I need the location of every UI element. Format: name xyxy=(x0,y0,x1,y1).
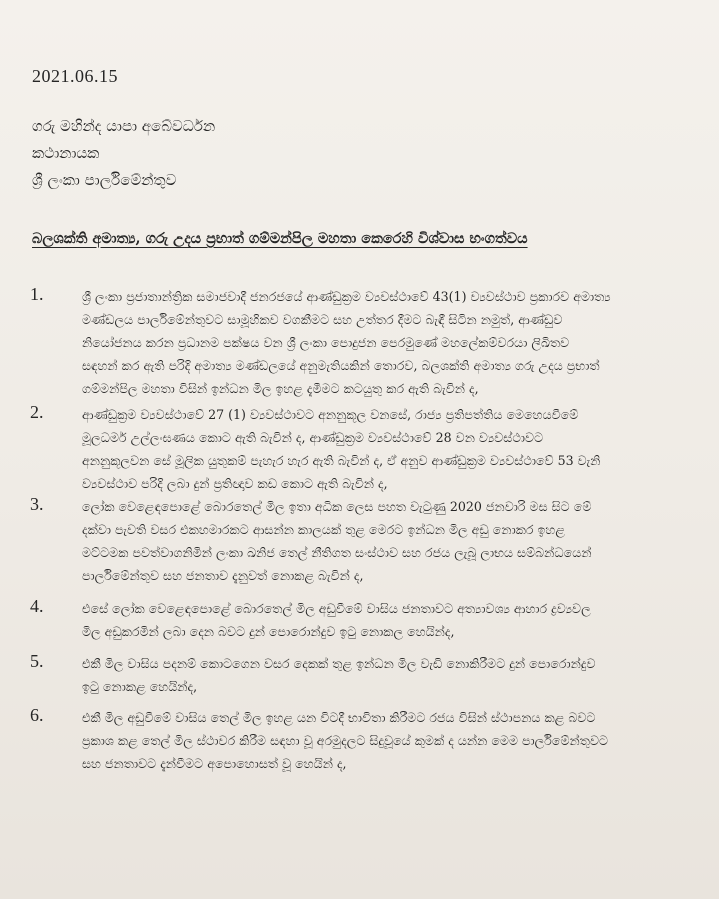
item-text-line: ව්‍යවස්ථාව පරිදි ලබා දුන් ප්‍රතිඥාව කඩ කොට ඇති බැවින් ද, xyxy=(82,476,388,491)
item-text-line: පාර්ලිමේන්තුව සහ ජනතාව දැනුවත් නොකළ බැවින් ද, xyxy=(82,568,364,583)
item-text-line: දක්වා පැවති වසර එකහමාරකට ආසන්න කාලයක් තුළ මෙරට ඉන්ධන මිල අඩු නොකර ඉහළ xyxy=(82,522,565,537)
item-text xyxy=(82,495,690,587)
recipient-title: කථානායක xyxy=(32,144,100,162)
item-number: 1. xyxy=(30,284,44,304)
item-text-line: මණ්ඩලය පාර්ලිමේන්තුවට සාමූහිකව වගකීමට සහ උත්තර දීමට බැඳී සිටින නමුත්, ආණ්ඩුව xyxy=(82,312,563,327)
item-text-line: මට්ටමක පවත්වාගනිමින් ලංකා ඛනිජ තෙල් නීතිගත සංස්ථාව සහ රජය ලැබූ ලාභය සම්බන්ධයෙන් xyxy=(82,545,592,560)
item-text-line: ප්‍රකාශ කළ තෙල් මිල ස්ථාවර කිරීම සඳහා වූ අරමුදලට සිදුවූයේ කුමක් ද යන්න මෙම පාර්ලිමේන්තුවට xyxy=(82,733,609,748)
item-text-line: ආණ්ඩුක්‍රම ව්‍යවස්ථාවේ 27 (1) ව්‍යවස්ථාවට අනනුකූල වනසේ, රාජ්‍ය ප්‍රතිපත්තිය මෙහෙයවීමේ xyxy=(82,407,579,422)
recipient-institution: ශ්‍රී ලංකා පාර්ලිමේන්තුව xyxy=(32,171,177,189)
item-text-line: මිල අඩුකරමින් ලබා දෙන බවට දුන් පොරොන්දුව ඉටු නොකල හෙයින්ද, xyxy=(82,624,455,639)
item-number: 5. xyxy=(30,651,44,671)
item-text xyxy=(82,652,690,698)
item-text-line: එසේ ලෝක වෙළෙඳපොළේ බොරතෙල් මිල අඩුවීමේ වාසිය ජනතාවට අත්‍යාවශ්‍ය ආහාර ද්‍රව්‍යවල xyxy=(82,601,591,616)
item-text-line: මූලධර්ම උල්ලංඝණය කොට ඇති බැවින් ද, ආණ්ඩුක්‍රම ව්‍යවස්ථාවේ 28 වන ව්‍යවස්ථාවට xyxy=(82,430,544,445)
item-number: 2. xyxy=(30,402,44,422)
letter-date: 2021.06.15 xyxy=(32,66,118,86)
item-text-line: ශ්‍රී ලංකා ප්‍රජාතාන්ත්‍රික සමාජවාදී ජනරජයේ ආණ්ඩුක්‍රම ව්‍යවස්ථාවේ 43(1) ව්‍යවස්ථාව ප්‍රකාරව අමාත්‍ය xyxy=(82,289,611,304)
item-text-line: ගම්මන්පිල මහතා විසින් ඉන්ධන මිල ඉහළ දැමීමට කටයුතු කර ඇති බැවින් ද, xyxy=(82,381,479,396)
item-text xyxy=(82,597,690,643)
item-text-line: එකී මිල අඩුවීමේ වාසිය තෙල් මිල ඉහළ යන විටදී භාවිතා කිරීමට රජය විසින් ස්ථාපනය කළ බවට xyxy=(82,710,596,725)
item-text-line: එකී මිල වාසිය පදනම් කොටගෙන වසර දෙකක් තුළ ඉන්ධන මිල වැඩි නොකිරීමට දුන් පොරොන්දුව xyxy=(82,656,596,671)
item-number: 3. xyxy=(30,494,44,514)
item-text xyxy=(82,285,690,400)
recipient-name: ගරු මහින්ද යාපා අබේවර්ධන xyxy=(32,117,216,135)
item-text-line: සහ ජනතාවට දැන්වීමට අපොහොසත් වූ හෙයින් ද, xyxy=(82,756,347,771)
item-text-line: සඳහන් කර ඇති පරිදි අමාත්‍ය මණ්ඩලයේ අනුමැතියකින් තොරව, බලශක්ති අමාත්‍ය ගරු උදය ප්‍රභාත් xyxy=(82,358,600,373)
item-text-line: අනනුකූලවන සේ මූලික යුතුකම් පැහැර හැර ඇති බැවින් ද, ඒ අනුව ආණ්ඩුක්‍රම ව්‍යවස්ථාවේ 53 වැනි xyxy=(82,453,601,468)
item-text xyxy=(82,403,690,495)
item-text-line: ලෝක වෙළෙඳපොළේ බොරතෙල් මිල ඉතා අධික ලෙස පහත වැටුණු 2020 ජනවාරි මස සිට මේ xyxy=(82,499,592,514)
item-text xyxy=(82,706,690,775)
item-text-line: නියෝජනය කරන ප්‍රධානම පක්ෂය වන ශ්‍රී ලංකා පොදුජන පෙරමුණේ මහලේකම්වරයා ලිඛිතව xyxy=(82,335,570,350)
item-number: 4. xyxy=(30,596,44,616)
letter-subject: බලශක්ති අමාත්‍ය, ගරු උදය ප්‍රභාත් ගම්මන්පිල මහතා කෙරෙහි විශ්වාස භංගත්වය xyxy=(32,230,528,247)
item-text-line: ඉටු නොකළ හෙයින්ද, xyxy=(82,679,198,694)
item-number: 6. xyxy=(30,705,44,725)
